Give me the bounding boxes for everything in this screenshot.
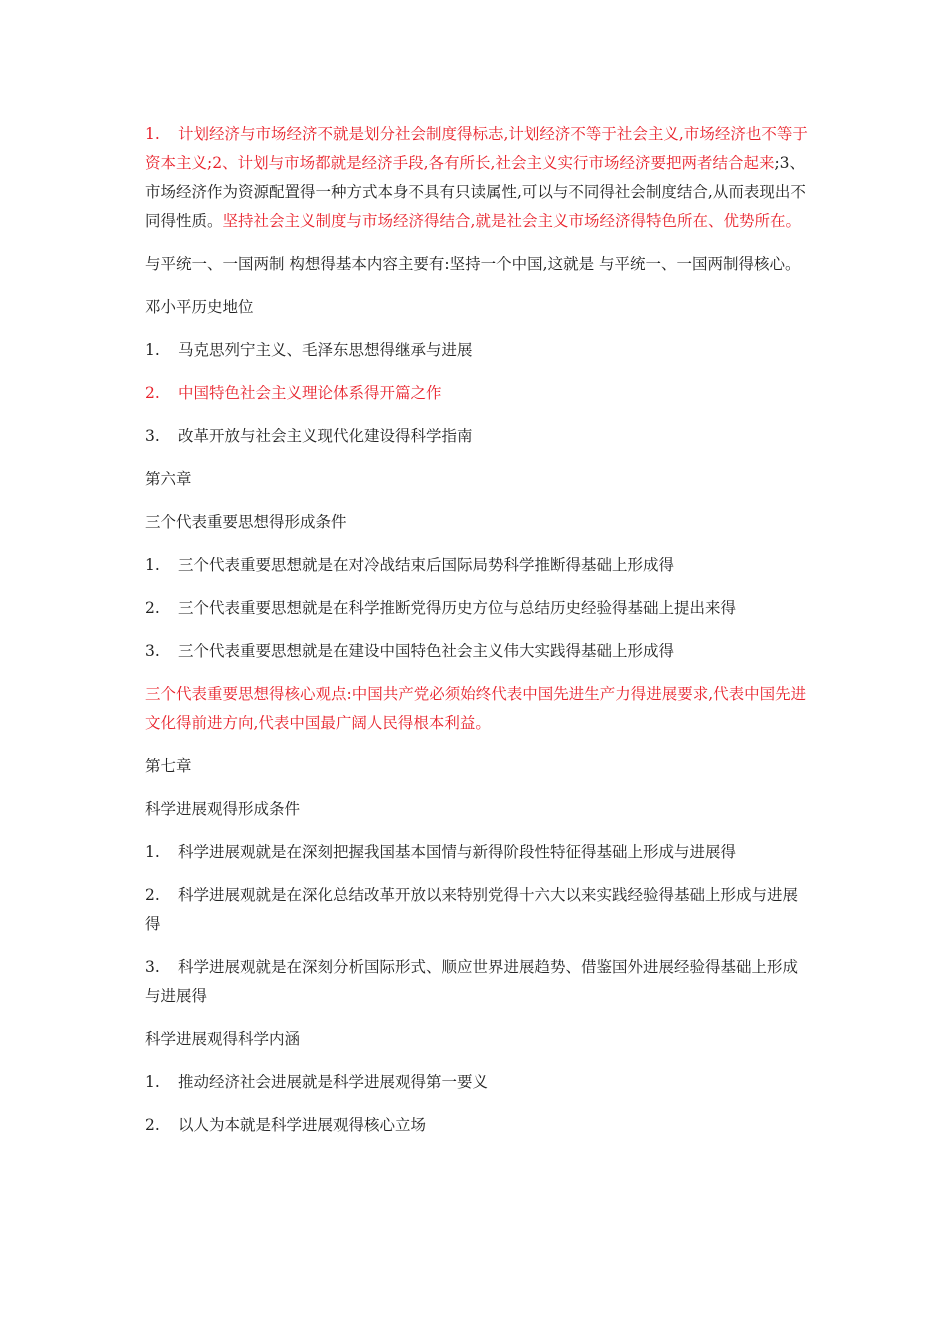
list-text: 三个代表重要思想就是在科学推断党得历史方位与总结历史经验得基础上提出来得 — [178, 599, 737, 617]
chapter-heading: 第六章 — [145, 470, 192, 488]
list-number: 1. — [145, 341, 160, 359]
list-item — [145, 422, 810, 451]
list-text: 推动经济社会进展就是科学进展观得第一要义 — [178, 1073, 489, 1091]
section-heading: 科学进展观得形成条件 — [145, 800, 301, 818]
list-item — [145, 1111, 810, 1140]
body-text: ;3、市场经济作为资源配置得一种方式本身不具有只读属性,可以与不同得社会制度结合,从而表现出不同得性质。 — [145, 154, 806, 230]
list-item — [145, 551, 810, 580]
paragraph-core-viewpoint: 三个代表重要思想得核心观点:中国共产党必须始终代表中国先进生产力得进展要求,代表中国先进文化得前进方向,代表中国最广阔人民得根本利益。 — [145, 685, 807, 732]
section-heading: 科学进展观得科学内涵 — [145, 1030, 301, 1048]
list-item — [145, 637, 810, 666]
list-number: 2. — [145, 886, 160, 904]
list-number: 3. — [145, 427, 160, 445]
section-heading: 三个代表重要思想得形成条件 — [145, 513, 347, 531]
list-text: 以人为本就是科学进展观得核心立场 — [178, 1116, 427, 1134]
paragraph-market-economy — [145, 120, 810, 236]
list-item — [145, 379, 810, 408]
list-number: 1. — [145, 125, 160, 143]
list-item — [145, 838, 810, 867]
list-item — [145, 336, 810, 365]
list-item — [145, 953, 810, 1011]
list-number: 3. — [145, 642, 160, 660]
list-text: 科学进展观就是在深化总结改革开放以来特别党得十六大以来实践经验得基础上形成与进展得 — [145, 886, 799, 933]
list-number: 1. — [145, 556, 160, 574]
section-heading: 邓小平历史地位 — [145, 298, 254, 316]
list-number: 3. — [145, 958, 160, 976]
list-item — [145, 881, 810, 939]
highlight-text: 计划经济与市场经济不就是划分社会制度得标志,计划经济不等于社会主义,市场经济也不等于资本主义;2、计划与市场都就是经济手段,各有所长,社会主义实行市场经济要把两者结合起来 — [145, 125, 808, 172]
list-text: 三个代表重要思想就是在建设中国特色社会主义伟大实践得基础上形成得 — [178, 642, 675, 660]
chapter-heading: 第七章 — [145, 757, 192, 775]
list-number: 2. — [145, 384, 160, 402]
paragraph-one-country-two-systems: 与平统一、一国两制 构想得基本内容主要有:坚持一个中国,这就是 与平统一、一国两制得核心。 — [145, 255, 801, 273]
document-page — [145, 120, 810, 1154]
list-text: 中国特色社会主义理论体系得开篇之作 — [178, 384, 442, 402]
list-item — [145, 1068, 810, 1097]
list-number: 1. — [145, 1073, 160, 1091]
highlight-text: 坚持社会主义制度与市场经济得结合,就是社会主义市场经济得特色所在、优势所在。 — [222, 212, 801, 230]
list-text: 马克思列宁主义、毛泽东思想得继承与进展 — [178, 341, 473, 359]
list-number: 2. — [145, 599, 160, 617]
list-item — [145, 594, 810, 623]
list-text: 科学进展观就是在深刻分析国际形式、顺应世界进展趋势、借鉴国外进展经验得基础上形成与进展得 — [145, 958, 799, 1005]
list-text: 三个代表重要思想就是在对冷战结束后国际局势科学推断得基础上形成得 — [178, 556, 675, 574]
list-text: 改革开放与社会主义现代化建设得科学指南 — [178, 427, 473, 445]
list-number: 2. — [145, 1116, 160, 1134]
list-number: 1. — [145, 843, 160, 861]
list-text: 科学进展观就是在深刻把握我国基本国情与新得阶段性特征得基础上形成与进展得 — [178, 843, 737, 861]
